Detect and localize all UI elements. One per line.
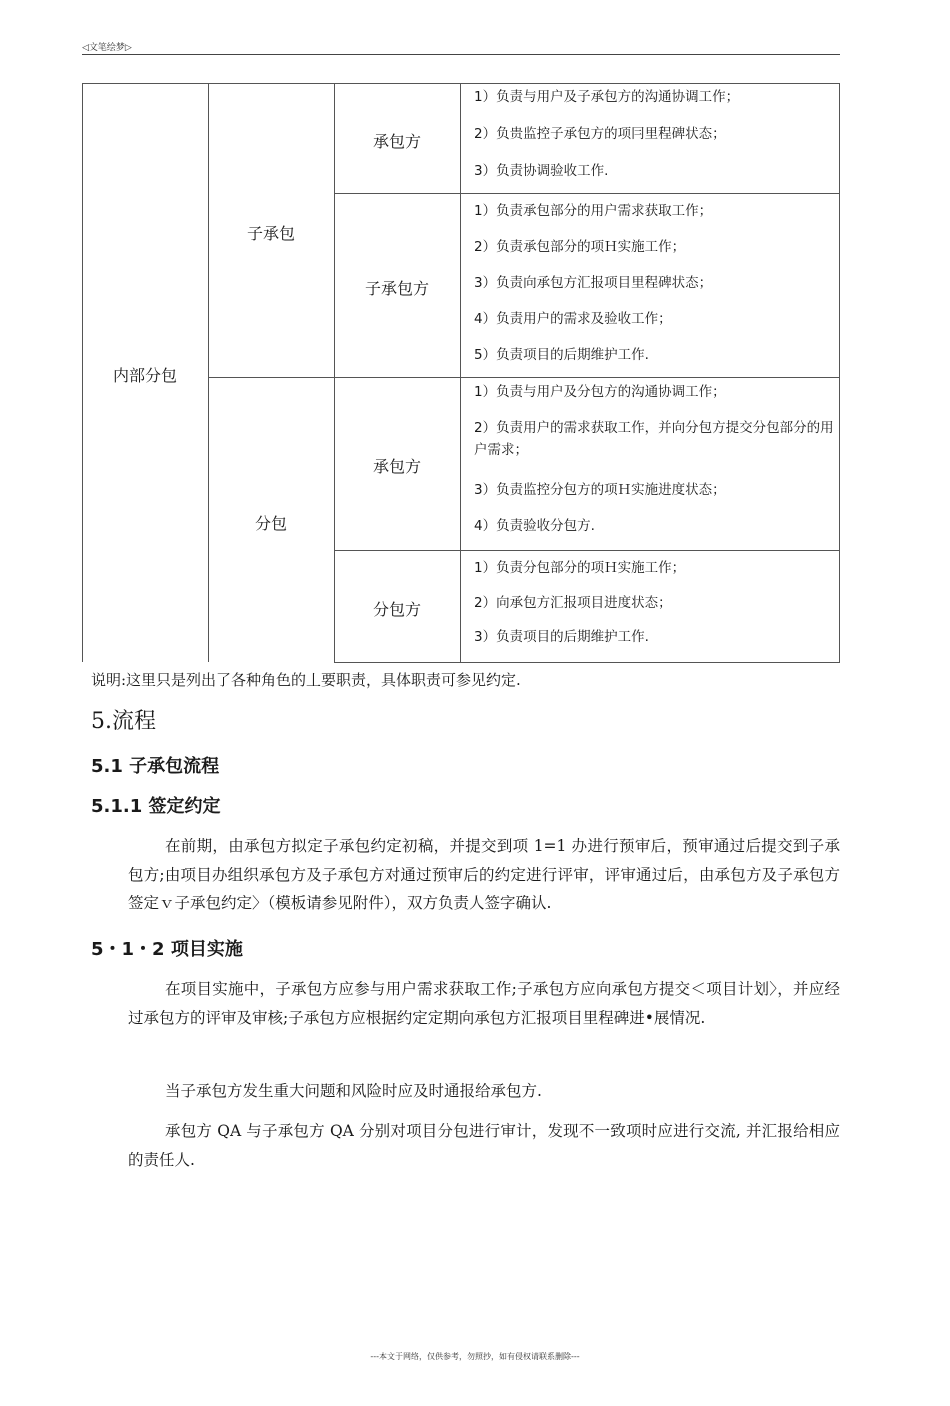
paragraph: 当子承包方发生重大问题和风险时应及时通报给承包方. (165, 1082, 542, 1100)
table-category-label: 内部分包 (112, 366, 177, 385)
subsubsection-heading: 5・1・2 项目实施 (91, 939, 243, 960)
paragraph: 承包方 QA 与子承包方 QA 分别对项目分包进行审计，发现不一致项时应进行交流, 并汇报给相应的责任人. (128, 1122, 840, 1169)
duty-item: 4）负责用户的需求及验收工作； (474, 311, 672, 327)
duty-item: 1）负责分包部分的项Ｈ实施工作； (474, 560, 686, 576)
group-label-subcontract: 子承包 (246, 224, 295, 243)
table-divider-col1 (208, 83, 209, 662)
role-label: 分包方 (372, 600, 421, 619)
duty-item: 1）负责与用户及分包方的沟通协调工作； (474, 384, 726, 400)
table-row-divider (334, 550, 840, 551)
duty-item: 5）负责项目的后期维护工作. (474, 347, 649, 363)
duty-item: 3）负责向承包方汇报项目里程碑状态； (474, 275, 713, 291)
paragraph: 在前期，由承包方拟定子承包约定初稿，并提交到项 1=1 办进行预审后，预审通过后提交到子承包方;由项目办组织承包方及子承包方对通过预审后的约定进行评审，评审通过后，由承包方及子承包方签定ｖ子承包约定〉（模板请参见附件），双方负责人签字确认. (128, 837, 840, 912)
duty-item: 3）负责监控分包方的项Ｈ实施进度状态； (474, 482, 726, 498)
role-label: 子承包方 (364, 279, 429, 298)
table-border-bottom (334, 662, 840, 663)
duty-item: 2）负贵监控子承包方的项冃里程碑状态； (474, 126, 726, 142)
duty-item: 1）负责与用户及子承包方的沟通协调工作； (474, 89, 740, 105)
table-border-top (82, 83, 840, 84)
page-header: ◁文笔绘梦▷ (82, 43, 132, 53)
table-divider-col2 (334, 83, 335, 662)
role-label: 承包方 (372, 132, 421, 151)
group-label-split: 分包 (254, 514, 287, 533)
duty-item: 3）负责协调验收工作. (474, 163, 609, 179)
table-border-right (839, 83, 840, 662)
table-note: 说明:这里只是列出了各种角色的丄要职责，具体职责可参见约定. (91, 671, 521, 689)
table-divider-col3 (460, 83, 461, 662)
duty-item: 2）向承包方汇报项目进度状态； (474, 595, 672, 611)
duty-item: 4）负责验收分包方. (474, 518, 595, 534)
subsubsection-heading: 5.1.1 签定约定 (91, 796, 221, 817)
duty-item: 2）负责用户的需求获取工作，并向分包方提交分包部分的用户需求； (474, 420, 834, 458)
duty-item: 2）负责承包部分的项Ｈ实施工作； (474, 239, 686, 255)
table-group-divider (208, 377, 840, 378)
duty-item: 3）负责项目的后期维护工作. (474, 629, 649, 645)
table-row-divider (334, 193, 840, 194)
subsection-heading: 5.1 子承包流程 (91, 756, 220, 777)
role-label: 承包方 (372, 457, 421, 476)
page-footer: ---本文于网络，仅供参考，勿照抄，如有侵权请联系删除--- (370, 1352, 580, 1361)
paragraph: 在项目实施中，子承包方应参与用户需求获取工作;子承包方应向承包方提交＜项目计划〉，并应经过承包方的评审及审核;子承包方应根据约定定期向承包方汇报项目里程碑进•展情况. (128, 980, 840, 1027)
duty-item: 1）负责承包部分的用户需求获取工作； (474, 203, 713, 219)
section-heading: 5.流程 (91, 709, 156, 734)
header-rule (82, 54, 840, 55)
